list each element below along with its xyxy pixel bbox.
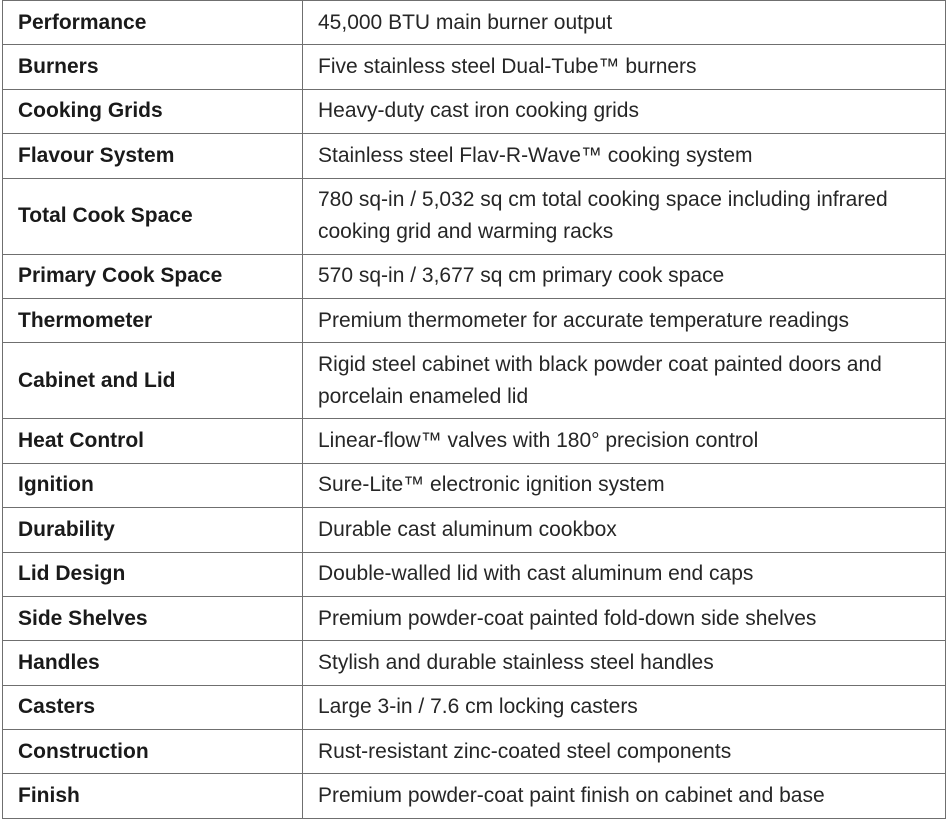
table-row <box>3 254 946 298</box>
spec-value: Premium powder-coat paint finish on cabinet and base <box>303 774 946 818</box>
table-row <box>3 596 946 640</box>
spec-value: Five stainless steel Dual-Tube™ burners <box>303 45 946 89</box>
table-row <box>3 463 946 507</box>
table-row <box>3 685 946 729</box>
spec-label: Side Shelves <box>3 596 303 640</box>
table-row <box>3 774 946 818</box>
spec-label: Heat Control <box>3 419 303 463</box>
table-row <box>3 730 946 774</box>
spec-label: Construction <box>3 730 303 774</box>
spec-label: Durability <box>3 508 303 552</box>
spec-label: Casters <box>3 685 303 729</box>
spec-label: Ignition <box>3 463 303 507</box>
spec-value: Heavy-duty cast iron cooking grids <box>303 89 946 133</box>
spec-value: Sure-Lite™ electronic ignition system <box>303 463 946 507</box>
spec-value: Premium powder-coat painted fold-down side shelves <box>303 596 946 640</box>
table-row <box>3 178 946 254</box>
table-row <box>3 419 946 463</box>
spec-label: Cabinet and Lid <box>3 343 303 419</box>
spec-label: Finish <box>3 774 303 818</box>
spec-value: 45,000 BTU main burner output <box>303 1 946 45</box>
table-row <box>3 343 946 419</box>
spec-label: Primary Cook Space <box>3 254 303 298</box>
spec-value: Rust-resistant zinc-coated steel components <box>303 730 946 774</box>
spec-value: Durable cast aluminum cookbox <box>303 508 946 552</box>
table-row <box>3 508 946 552</box>
table-row <box>3 89 946 133</box>
spec-value: Stainless steel Flav-R-Wave™ cooking system <box>303 134 946 178</box>
spec-label: Handles <box>3 641 303 685</box>
table-row <box>3 552 946 596</box>
spec-label: Cooking Grids <box>3 89 303 133</box>
spec-value: Premium thermometer for accurate temperature readings <box>303 298 946 342</box>
table-row <box>3 298 946 342</box>
table-row <box>3 45 946 89</box>
spec-value: Double-walled lid with cast aluminum end caps <box>303 552 946 596</box>
spec-value: Linear-flow™ valves with 180° precision control <box>303 419 946 463</box>
table-row <box>3 641 946 685</box>
spec-value: Stylish and durable stainless steel handles <box>303 641 946 685</box>
spec-label: Flavour System <box>3 134 303 178</box>
table-row <box>3 134 946 178</box>
spec-value: Rigid steel cabinet with black powder coat painted doors and porcelain enameled lid <box>303 343 946 419</box>
spec-label: Total Cook Space <box>3 178 303 254</box>
spec-label: Thermometer <box>3 298 303 342</box>
spec-value: 570 sq-in / 3,677 sq cm primary cook space <box>303 254 946 298</box>
spec-value: 780 sq-in / 5,032 sq cm total cooking space including infrared cooking grid and warming racks <box>303 178 946 254</box>
spec-label: Burners <box>3 45 303 89</box>
spec-label: Performance <box>3 1 303 45</box>
spec-table <box>2 0 946 819</box>
spec-label: Lid Design <box>3 552 303 596</box>
spec-value: Large 3-in / 7.6 cm locking casters <box>303 685 946 729</box>
table-row <box>3 1 946 45</box>
